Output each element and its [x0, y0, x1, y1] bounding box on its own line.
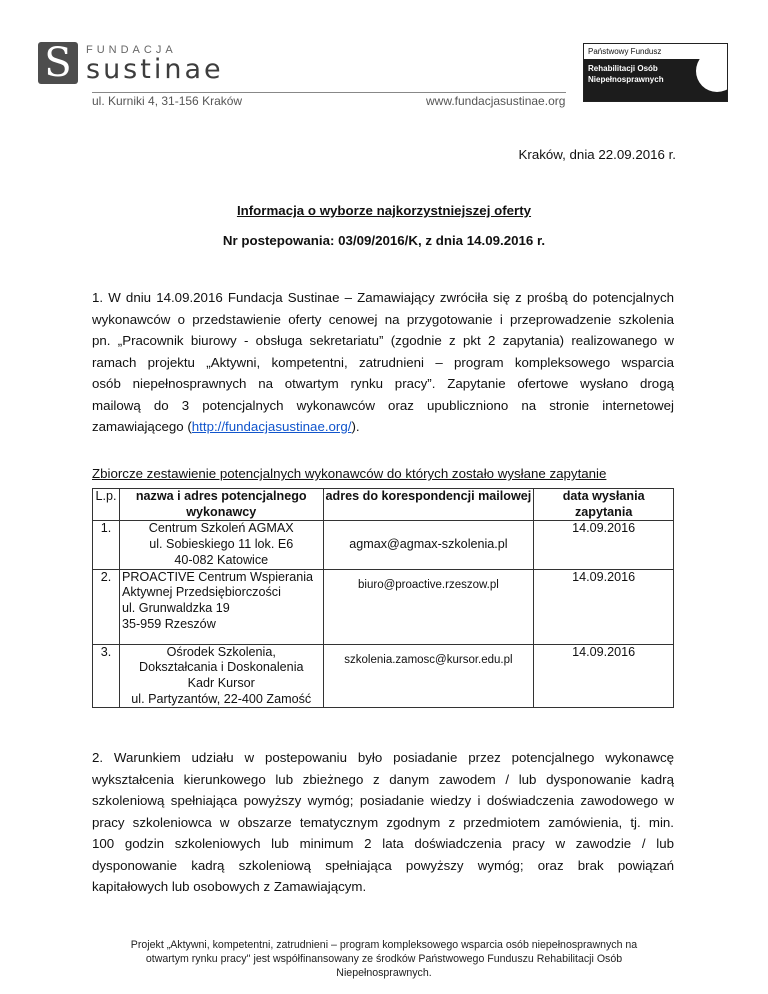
table-row	[93, 521, 674, 569]
paragraph-1-line: wykonawców o przedstawienie oferty cenowej na przygotowanie i przeprowadzenie szkolenia	[92, 311, 674, 327]
header-date: data wysłania zapytania	[534, 489, 674, 521]
row-name-line: Dokształcania i Doskonalenia	[138, 660, 304, 675]
paragraph-1-text: zamawiającego (	[92, 419, 192, 434]
footer-line: otwartym rynku pracy'' jest współfinansowany ze środków Państwowego Funduszu Rehabilitacji Osób	[145, 953, 623, 965]
footer-line: Projekt „Aktywni, kompetentni, zatrudnieni – program kompleksowego wsparcia osób niepełnosprawnych na	[130, 939, 638, 951]
pfron-line1: Państwowy Fundusz	[588, 47, 662, 56]
contractors-table	[92, 488, 674, 708]
paragraph-1-text: ).	[351, 419, 360, 434]
pfron-line2: Rehabilitacji Osób	[588, 64, 658, 73]
table-row	[93, 569, 674, 644]
row-date: 14.09.2016	[534, 521, 674, 569]
paragraph-2	[92, 747, 674, 898]
paragraph-1-line: 1. W dniu 14.09.2016 Fundacja Sustinae – Zamawiający zwróciła się z prośbą do potencjalnych	[92, 290, 674, 305]
row-name-line: 35-959 Rzeszów	[121, 616, 216, 631]
logo-fundacja-text: FUNDACJA	[86, 44, 177, 56]
row-name-line: ul. Sobieskiego 11 lok. E6	[149, 537, 294, 552]
row-name-line: Ośrodek Szkolenia,	[166, 644, 276, 659]
sustinae-logo-icon: S	[38, 42, 78, 84]
row-name-line: Kadr Kursor	[187, 675, 255, 690]
foundation-website: www.fundacjasustinae.org	[426, 94, 566, 108]
row-email: agmax@agmax-szkolenia.pl	[323, 521, 534, 569]
table-header-row	[93, 489, 674, 521]
document-title: Informacja o wyborze najkorzystniejszej oferty	[236, 203, 532, 218]
row-name	[119, 521, 323, 569]
paragraph-2-line: 100 godzin szkoleniowych lub minimum 2 lata doświadczenia pracy w zawodzie / lub	[92, 836, 674, 851]
row-lp: 3.	[93, 644, 120, 708]
table-row	[93, 644, 674, 708]
pfron-line3: Niepełnosprawnych	[588, 74, 664, 84]
paragraph-1-line: mailową do 3 potencjalnych wykonawców oraz upubliczniono na stronie internetowej	[92, 397, 674, 413]
paragraph-2-line: szkoleniową spełniająca powyższy wymóg; posiadanie wiedzy i doświadczenia zawodowego w	[92, 793, 674, 808]
paragraph-2-line: kapitałowych lub osobowych z Zamawiającym.	[92, 879, 367, 894]
project-footer	[80, 938, 688, 980]
header-email: adres do korespondencji mailowej	[323, 489, 534, 521]
row-name-line: ul. Grunwaldzka 19	[121, 600, 230, 615]
footer-line: Niepełnosprawnych.	[336, 967, 432, 979]
row-name	[119, 569, 323, 644]
website-link[interactable]: http://fundacjasustinae.org/	[191, 419, 352, 434]
row-date: 14.09.2016	[534, 569, 674, 644]
row-name-line: 40-082 Katowice	[174, 552, 269, 567]
row-name-line: ul. Partyzantów, 22-400 Zamość	[131, 691, 312, 706]
header-divider	[92, 92, 566, 93]
document-date: Kraków, dnia 22.09.2016 r.	[518, 147, 676, 162]
paragraph-2-line: wykształcenia kierunkowego lub zbieżnego z danym zawodem / lub dysponowanie kadrą	[92, 771, 674, 787]
document-subtitle: Nr postepowania: 03/09/2016/K, z dnia 14.09.2016 r.	[222, 233, 546, 248]
row-lp: 2.	[93, 569, 120, 644]
logo-sustinae-text: sustinae	[86, 54, 224, 85]
row-name	[119, 644, 323, 708]
paragraph-1-line: ramach projektu „Aktywni, kompetentni, zatrudnieni – program kompleksowego wsparcia	[92, 354, 674, 370]
row-name-line: PROACTIVE Centrum Wspierania	[121, 569, 314, 584]
paragraph-1-line: pn. „Pracownik biurowy - obsługa sekretariatu” (zgodnie z pkt 2 zapytania) realizowanego w	[92, 333, 674, 348]
row-email: szkolenia.zamosc@kursor.edu.pl	[323, 644, 534, 708]
row-name-line: Centrum Szkoleń AGMAX	[148, 521, 294, 536]
row-name-line: Aktywnej Przedsiębiorczości	[121, 585, 281, 600]
row-lp: 1.	[93, 521, 120, 569]
header-name: nazwa i adres potencjalnego wykonawcy	[119, 489, 323, 521]
foundation-address: ul. Kurniki 4, 31-156 Kraków	[92, 94, 243, 108]
paragraph-1-line: osób niepełnosprawnych na otwartym rynku pracy”. Zapytanie ofertowe wysłano drogą	[92, 376, 674, 391]
paragraph-2-line: pracy szkoleniowca w obszarze tematycznym zgodnym z przedmiotem zamówienia, tj. min.	[92, 814, 674, 830]
row-email: biuro@proactive.rzeszow.pl	[323, 569, 534, 644]
pfron-logo	[583, 43, 728, 102]
table-heading: Zbiorcze zestawienie potencjalnych wykonawców do których zostało wysłane zapytanie	[92, 466, 607, 481]
paragraph-1-line	[92, 416, 674, 438]
header-lp: L.p.	[93, 489, 120, 521]
paragraph-2-line: dysponowanie kadrą szkoleniową spełniająca powyższy wymóg; oraz brak powiązań	[92, 857, 674, 873]
paragraph-1	[92, 287, 674, 438]
paragraph-2-line: 2. Warunkiem udziału w postepowaniu było posiadanie przez potencjalnego wykonawcę	[92, 750, 674, 765]
row-date: 14.09.2016	[534, 644, 674, 708]
